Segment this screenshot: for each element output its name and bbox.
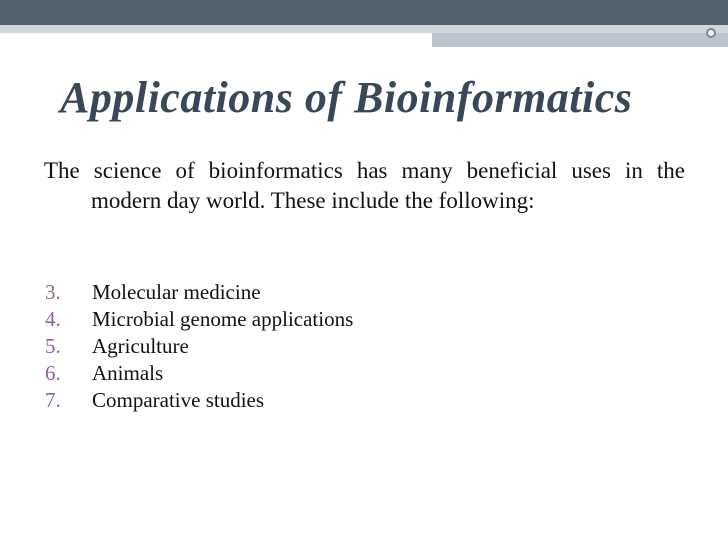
- header-bar: [0, 0, 728, 25]
- list-item-label: Microbial genome applications: [92, 307, 354, 331]
- intro-paragraph: The science of bioinformatics has many beneficial uses in the modern day world. These include the following:: [44, 158, 685, 213]
- list-item-number: 4.: [45, 307, 61, 331]
- list-item-label: Comparative studies: [92, 388, 265, 412]
- list-item: [45, 387, 353, 414]
- slide-title: Applications of Bioinformatics: [60, 73, 633, 122]
- list-item-label: Animals: [92, 361, 164, 385]
- list-item-label: Molecular medicine: [92, 280, 261, 304]
- list-item: [45, 360, 353, 387]
- list-item-number: 3.: [45, 280, 61, 304]
- list-item-label: Agriculture: [92, 334, 189, 358]
- header-strip: [0, 25, 728, 33]
- list-item: [45, 306, 353, 333]
- list-item-number: 7.: [45, 388, 61, 412]
- list-item-number: 6.: [45, 361, 61, 385]
- list-item: [45, 279, 353, 306]
- list-item: [45, 333, 353, 360]
- ring-ornament-icon: [706, 28, 716, 38]
- applications-list: [45, 279, 353, 414]
- list-item-number: 5.: [45, 334, 61, 358]
- header-tab-strip: [432, 33, 728, 47]
